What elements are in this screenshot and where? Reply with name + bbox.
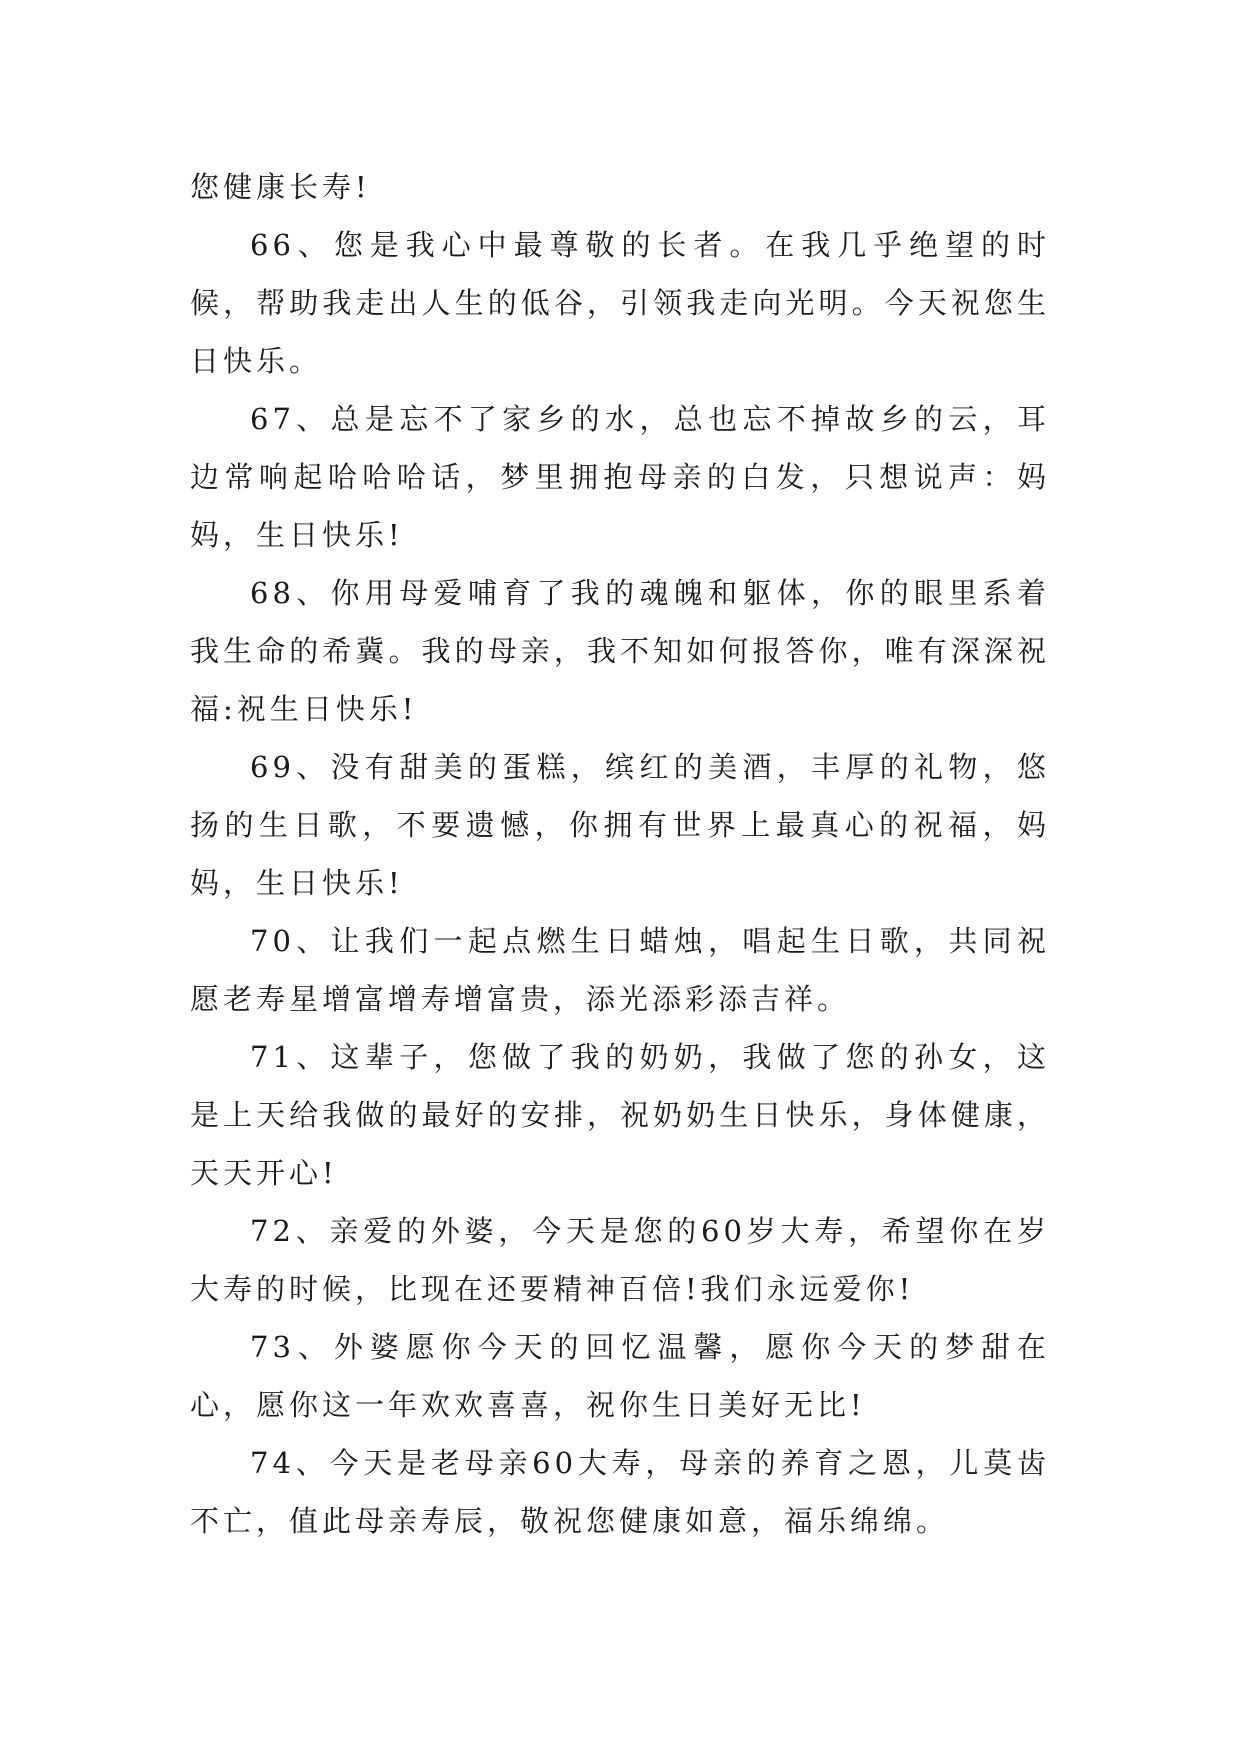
paragraph-74: 74、今天是老母亲60大寿，母亲的养育之恩，儿莫齿不亡，值此母亲寿辰，敬祝您健康如意，福乐绵绵。 <box>190 1446 1050 1538</box>
paragraph-68: 68、你用母爱哺育了我的魂魄和躯体，你的眼里系着我生命的希冀。我的母亲，我不知如何报答你，唯有深深祝福:祝生日快乐! <box>190 576 1050 726</box>
paragraph-72: 72、亲爱的外婆，今天是您的60岁大寿，希望你在岁大寿的时候，比现在还要精神百倍!我们永远爱你! <box>190 1214 1050 1306</box>
paragraph-66: 66、您是我心中最尊敬的长者。在我几乎绝望的时候，帮助我走出人生的低谷，引领我走向光明。今天祝您生日快乐。 <box>190 228 1050 378</box>
paragraph-continuation: 您健康长寿! <box>190 170 371 204</box>
paragraph-70: 70、让我们一起点燃生日蜡烛，唱起生日歌，共同祝愿老寿星增富增寿增富贵，添光添彩添吉祥。 <box>190 924 1050 1016</box>
paragraph-67: 67、总是忘不了家乡的水，总也忘不掉故乡的云，耳边常响起哈哈哈话，梦里拥抱母亲的白发，只想说声：妈妈，生日快乐! <box>190 402 1050 552</box>
paragraph-69: 69、没有甜美的蛋糕，缤红的美酒，丰厚的礼物，悠扬的生日歌，不要遗憾，你拥有世界上最真心的祝福，妈妈，生日快乐! <box>190 750 1050 900</box>
document-page <box>190 158 1050 1550</box>
paragraph-73: 73、外婆愿你今天的回忆温馨，愿你今天的梦甜在心，愿你这一年欢欢喜喜，祝你生日美好无比! <box>190 1330 1050 1422</box>
paragraph-71: 71、这辈子，您做了我的奶奶，我做了您的孙女，这是上天给我做的最好的安排，祝奶奶生日快乐，身体健康，天天开心! <box>190 1040 1050 1190</box>
